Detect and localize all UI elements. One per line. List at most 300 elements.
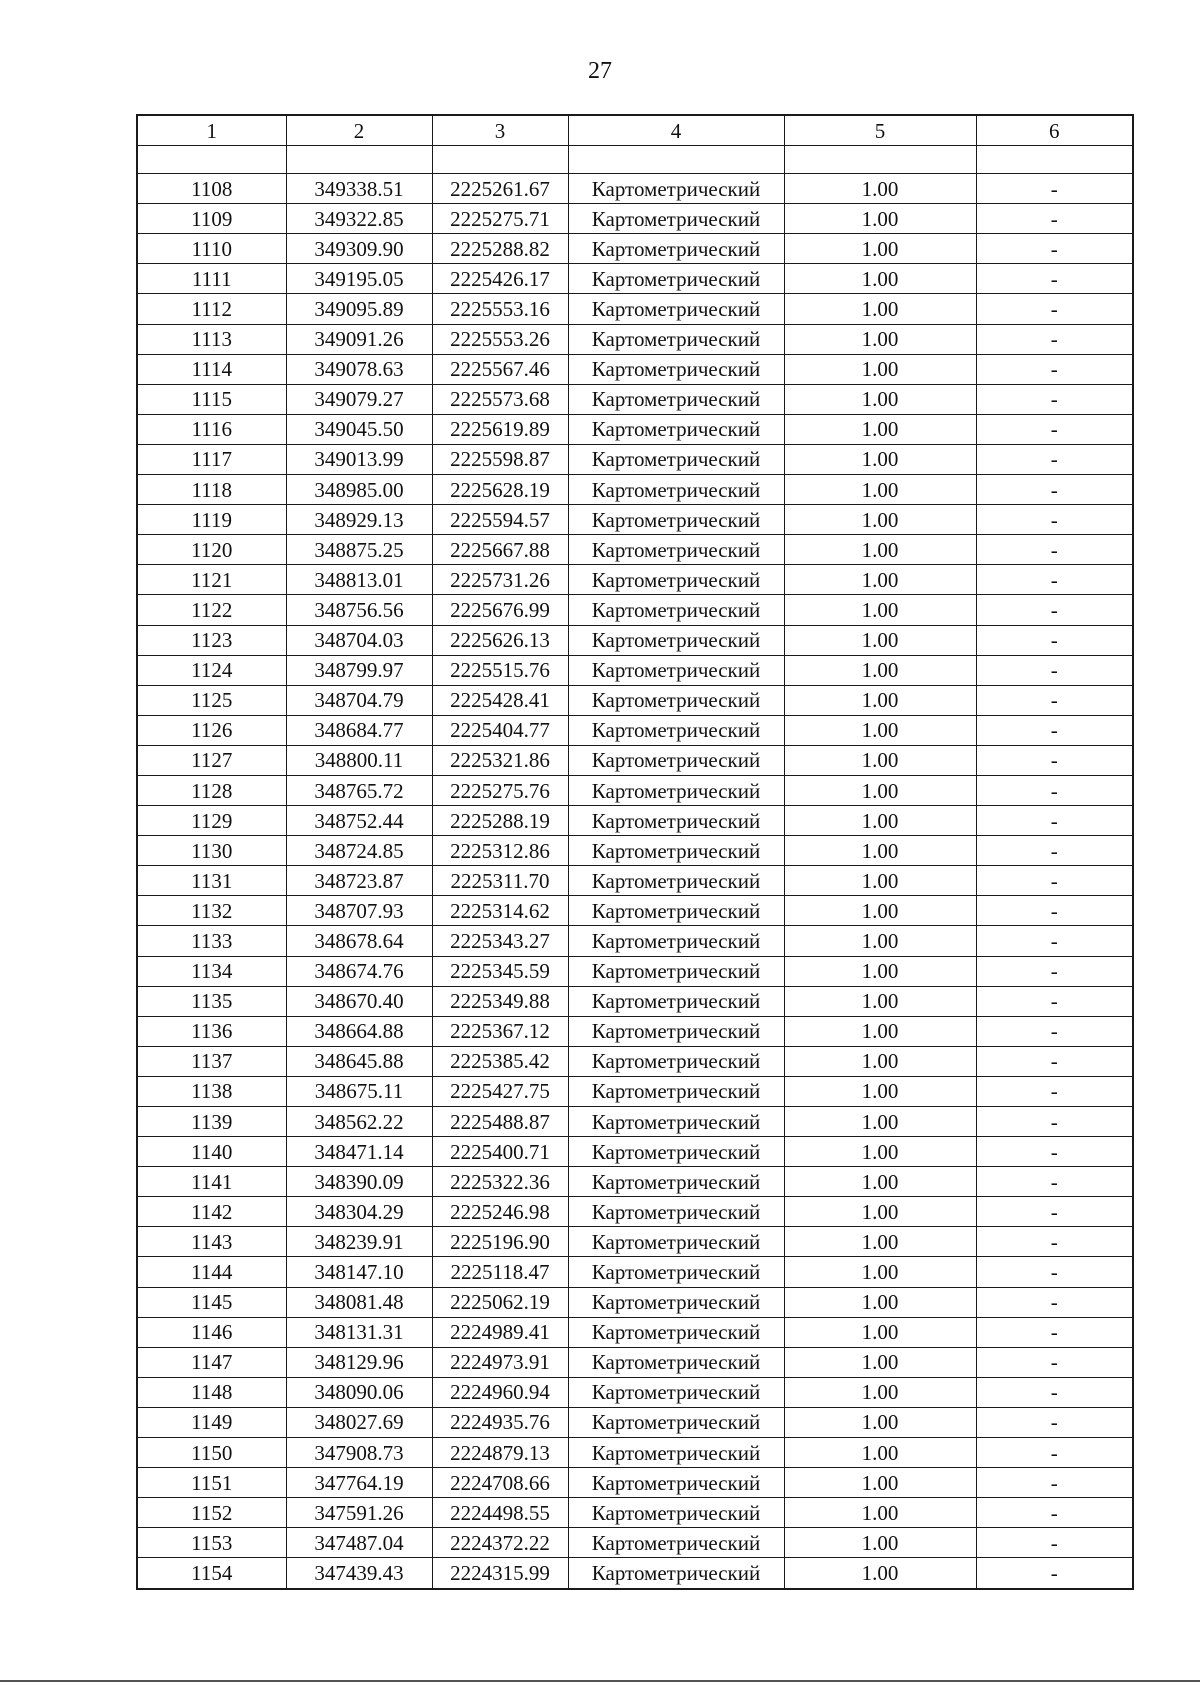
method-cell: Картометрический bbox=[568, 1438, 784, 1468]
table-row bbox=[137, 414, 1133, 444]
y-coordinate-cell: 2224989.41 bbox=[432, 1317, 568, 1347]
table-row bbox=[137, 1076, 1133, 1106]
column-header-3: 3 bbox=[432, 115, 568, 146]
method-cell: Картометрический bbox=[568, 1407, 784, 1437]
point-number-cell: 1147 bbox=[137, 1347, 286, 1377]
table-row bbox=[137, 294, 1133, 324]
table-row bbox=[137, 1046, 1133, 1076]
note-cell: - bbox=[976, 625, 1133, 655]
x-coordinate-cell: 347591.26 bbox=[286, 1498, 432, 1528]
method-cell: Картометрический bbox=[568, 926, 784, 956]
accuracy-cell: 1.00 bbox=[784, 595, 976, 625]
table-row bbox=[137, 1377, 1133, 1407]
point-number-cell: 1124 bbox=[137, 655, 286, 685]
point-number-cell: 1117 bbox=[137, 444, 286, 474]
y-coordinate-cell: 2225667.88 bbox=[432, 535, 568, 565]
table-row bbox=[137, 896, 1133, 926]
point-number-cell: 1140 bbox=[137, 1137, 286, 1167]
note-cell: - bbox=[976, 1347, 1133, 1377]
accuracy-cell: 1.00 bbox=[784, 1468, 976, 1498]
x-coordinate-cell: 348723.87 bbox=[286, 866, 432, 896]
table-row bbox=[137, 1407, 1133, 1437]
accuracy-cell: 1.00 bbox=[784, 715, 976, 745]
accuracy-cell: 1.00 bbox=[784, 625, 976, 655]
method-cell: Картометрический bbox=[568, 1167, 784, 1197]
y-coordinate-cell: 2225322.36 bbox=[432, 1167, 568, 1197]
y-coordinate-cell: 2225118.47 bbox=[432, 1257, 568, 1287]
y-coordinate-cell: 2224960.94 bbox=[432, 1377, 568, 1407]
table-row bbox=[137, 475, 1133, 505]
y-coordinate-cell: 2224708.66 bbox=[432, 1468, 568, 1498]
accuracy-cell: 1.00 bbox=[784, 505, 976, 535]
column-header-4: 4 bbox=[568, 115, 784, 146]
method-cell: Картометрический bbox=[568, 324, 784, 354]
note-cell: - bbox=[976, 745, 1133, 775]
point-number-cell: 1114 bbox=[137, 354, 286, 384]
x-coordinate-cell: 348752.44 bbox=[286, 806, 432, 836]
point-number-cell: 1144 bbox=[137, 1257, 286, 1287]
table-row bbox=[137, 926, 1133, 956]
x-coordinate-cell: 348678.64 bbox=[286, 926, 432, 956]
note-cell: - bbox=[976, 1498, 1133, 1528]
note-cell: - bbox=[976, 595, 1133, 625]
note-cell: - bbox=[976, 1377, 1133, 1407]
table-row bbox=[137, 1016, 1133, 1046]
blank-cell bbox=[286, 146, 432, 174]
point-number-cell: 1110 bbox=[137, 234, 286, 264]
blank-cell bbox=[976, 146, 1133, 174]
note-cell: - bbox=[976, 1227, 1133, 1257]
x-coordinate-cell: 348704.03 bbox=[286, 625, 432, 655]
method-cell: Картометрический bbox=[568, 1016, 784, 1046]
table-row bbox=[137, 1468, 1133, 1498]
y-coordinate-cell: 2225314.62 bbox=[432, 896, 568, 926]
y-coordinate-cell: 2225598.87 bbox=[432, 444, 568, 474]
method-cell: Картометрический bbox=[568, 444, 784, 474]
x-coordinate-cell: 348131.31 bbox=[286, 1317, 432, 1347]
table-row bbox=[137, 264, 1133, 294]
y-coordinate-cell: 2225628.19 bbox=[432, 475, 568, 505]
note-cell: - bbox=[976, 1076, 1133, 1106]
y-coordinate-cell: 2225312.86 bbox=[432, 836, 568, 866]
y-coordinate-cell: 2225288.19 bbox=[432, 806, 568, 836]
accuracy-cell: 1.00 bbox=[784, 1317, 976, 1347]
note-cell: - bbox=[976, 956, 1133, 986]
point-number-cell: 1129 bbox=[137, 806, 286, 836]
note-cell: - bbox=[976, 354, 1133, 384]
point-number-cell: 1108 bbox=[137, 174, 286, 204]
point-number-cell: 1127 bbox=[137, 745, 286, 775]
y-coordinate-cell: 2225311.70 bbox=[432, 866, 568, 896]
accuracy-cell: 1.00 bbox=[784, 1257, 976, 1287]
accuracy-cell: 1.00 bbox=[784, 926, 976, 956]
note-cell: - bbox=[976, 324, 1133, 354]
note-cell: - bbox=[976, 1107, 1133, 1137]
y-coordinate-cell: 2225573.68 bbox=[432, 384, 568, 414]
x-coordinate-cell: 348670.40 bbox=[286, 986, 432, 1016]
y-coordinate-cell: 2225676.99 bbox=[432, 595, 568, 625]
point-number-cell: 1141 bbox=[137, 1167, 286, 1197]
accuracy-cell: 1.00 bbox=[784, 475, 976, 505]
accuracy-cell: 1.00 bbox=[784, 1498, 976, 1528]
method-cell: Картометрический bbox=[568, 775, 784, 805]
y-coordinate-cell: 2225261.67 bbox=[432, 174, 568, 204]
y-coordinate-cell: 2225427.75 bbox=[432, 1076, 568, 1106]
table-row bbox=[137, 204, 1133, 234]
accuracy-cell: 1.00 bbox=[784, 1407, 976, 1437]
x-coordinate-cell: 348471.14 bbox=[286, 1137, 432, 1167]
point-number-cell: 1151 bbox=[137, 1468, 286, 1498]
accuracy-cell: 1.00 bbox=[784, 986, 976, 1016]
table-row bbox=[137, 986, 1133, 1016]
point-number-cell: 1132 bbox=[137, 896, 286, 926]
point-number-cell: 1120 bbox=[137, 535, 286, 565]
method-cell: Картометрический bbox=[568, 414, 784, 444]
accuracy-cell: 1.00 bbox=[784, 414, 976, 444]
point-number-cell: 1130 bbox=[137, 836, 286, 866]
table-row bbox=[137, 174, 1133, 204]
blank-cell bbox=[784, 146, 976, 174]
y-coordinate-cell: 2225275.76 bbox=[432, 775, 568, 805]
note-cell: - bbox=[976, 1167, 1133, 1197]
method-cell: Картометрический bbox=[568, 685, 784, 715]
method-cell: Картометрический bbox=[568, 174, 784, 204]
table-row bbox=[137, 444, 1133, 474]
method-cell: Картометрический bbox=[568, 1076, 784, 1106]
x-coordinate-cell: 348674.76 bbox=[286, 956, 432, 986]
point-number-cell: 1118 bbox=[137, 475, 286, 505]
method-cell: Картометрический bbox=[568, 745, 784, 775]
method-cell: Картометрический bbox=[568, 565, 784, 595]
method-cell: Картометрический bbox=[568, 475, 784, 505]
table-row bbox=[137, 535, 1133, 565]
x-coordinate-cell: 348147.10 bbox=[286, 1257, 432, 1287]
table-row bbox=[137, 956, 1133, 986]
accuracy-cell: 1.00 bbox=[784, 535, 976, 565]
x-coordinate-cell: 349078.63 bbox=[286, 354, 432, 384]
point-number-cell: 1122 bbox=[137, 595, 286, 625]
x-coordinate-cell: 349095.89 bbox=[286, 294, 432, 324]
x-coordinate-cell: 348704.79 bbox=[286, 685, 432, 715]
y-coordinate-cell: 2225428.41 bbox=[432, 685, 568, 715]
note-cell: - bbox=[976, 475, 1133, 505]
note-cell: - bbox=[976, 986, 1133, 1016]
table-row bbox=[137, 866, 1133, 896]
note-cell: - bbox=[976, 1016, 1133, 1046]
x-coordinate-cell: 347764.19 bbox=[286, 1468, 432, 1498]
note-cell: - bbox=[976, 204, 1133, 234]
method-cell: Картометрический bbox=[568, 1377, 784, 1407]
table-row bbox=[137, 1257, 1133, 1287]
y-coordinate-cell: 2225426.17 bbox=[432, 264, 568, 294]
accuracy-cell: 1.00 bbox=[784, 866, 976, 896]
point-number-cell: 1126 bbox=[137, 715, 286, 745]
y-coordinate-cell: 2225062.19 bbox=[432, 1287, 568, 1317]
point-number-cell: 1148 bbox=[137, 1377, 286, 1407]
point-number-cell: 1143 bbox=[137, 1227, 286, 1257]
accuracy-cell: 1.00 bbox=[784, 1528, 976, 1558]
y-coordinate-cell: 2225349.88 bbox=[432, 986, 568, 1016]
point-number-cell: 1142 bbox=[137, 1197, 286, 1227]
table-row bbox=[137, 1347, 1133, 1377]
y-coordinate-cell: 2225385.42 bbox=[432, 1046, 568, 1076]
x-coordinate-cell: 349322.85 bbox=[286, 204, 432, 234]
accuracy-cell: 1.00 bbox=[784, 324, 976, 354]
y-coordinate-cell: 2224372.22 bbox=[432, 1528, 568, 1558]
accuracy-cell: 1.00 bbox=[784, 775, 976, 805]
point-number-cell: 1136 bbox=[137, 1016, 286, 1046]
x-coordinate-cell: 348875.25 bbox=[286, 535, 432, 565]
accuracy-cell: 1.00 bbox=[784, 655, 976, 685]
point-number-cell: 1133 bbox=[137, 926, 286, 956]
table-row bbox=[137, 806, 1133, 836]
x-coordinate-cell: 348724.85 bbox=[286, 836, 432, 866]
accuracy-cell: 1.00 bbox=[784, 896, 976, 926]
point-number-cell: 1134 bbox=[137, 956, 286, 986]
note-cell: - bbox=[976, 1528, 1133, 1558]
accuracy-cell: 1.00 bbox=[784, 1347, 976, 1377]
x-coordinate-cell: 348664.88 bbox=[286, 1016, 432, 1046]
note-cell: - bbox=[976, 1197, 1133, 1227]
y-coordinate-cell: 2224973.91 bbox=[432, 1347, 568, 1377]
point-number-cell: 1125 bbox=[137, 685, 286, 715]
point-number-cell: 1135 bbox=[137, 986, 286, 1016]
note-cell: - bbox=[976, 565, 1133, 595]
y-coordinate-cell: 2225626.13 bbox=[432, 625, 568, 655]
table-row bbox=[137, 1167, 1133, 1197]
method-cell: Картометрический bbox=[568, 1287, 784, 1317]
x-coordinate-cell: 348027.69 bbox=[286, 1407, 432, 1437]
method-cell: Картометрический bbox=[568, 896, 784, 926]
note-cell: - bbox=[976, 414, 1133, 444]
x-coordinate-cell: 348390.09 bbox=[286, 1167, 432, 1197]
x-coordinate-cell: 348985.00 bbox=[286, 475, 432, 505]
table-row bbox=[137, 745, 1133, 775]
point-number-cell: 1138 bbox=[137, 1076, 286, 1106]
accuracy-cell: 1.00 bbox=[784, 1227, 976, 1257]
y-coordinate-cell: 2225731.26 bbox=[432, 565, 568, 595]
x-coordinate-cell: 349338.51 bbox=[286, 174, 432, 204]
x-coordinate-cell: 347908.73 bbox=[286, 1438, 432, 1468]
table-row bbox=[137, 1287, 1133, 1317]
bottom-rule bbox=[0, 1680, 1200, 1682]
note-cell: - bbox=[976, 535, 1133, 565]
accuracy-cell: 1.00 bbox=[784, 1438, 976, 1468]
accuracy-cell: 1.00 bbox=[784, 174, 976, 204]
y-coordinate-cell: 2225246.98 bbox=[432, 1197, 568, 1227]
y-coordinate-cell: 2224935.76 bbox=[432, 1407, 568, 1437]
x-coordinate-cell: 349045.50 bbox=[286, 414, 432, 444]
method-cell: Картометрический bbox=[568, 806, 784, 836]
point-number-cell: 1128 bbox=[137, 775, 286, 805]
method-cell: Картометрический bbox=[568, 264, 784, 294]
column-header-2: 2 bbox=[286, 115, 432, 146]
note-cell: - bbox=[976, 866, 1133, 896]
note-cell: - bbox=[976, 264, 1133, 294]
x-coordinate-cell: 348799.97 bbox=[286, 655, 432, 685]
header-row bbox=[137, 115, 1133, 146]
point-number-cell: 1119 bbox=[137, 505, 286, 535]
note-cell: - bbox=[976, 775, 1133, 805]
table-row bbox=[137, 1528, 1133, 1558]
note-cell: - bbox=[976, 1438, 1133, 1468]
table-row bbox=[137, 565, 1133, 595]
point-number-cell: 1115 bbox=[137, 384, 286, 414]
table-row bbox=[137, 1227, 1133, 1257]
method-cell: Картометрический bbox=[568, 956, 784, 986]
column-header-1: 1 bbox=[137, 115, 286, 146]
method-cell: Картометрический bbox=[568, 1107, 784, 1137]
point-number-cell: 1146 bbox=[137, 1317, 286, 1347]
point-number-cell: 1109 bbox=[137, 204, 286, 234]
y-coordinate-cell: 2224315.99 bbox=[432, 1558, 568, 1589]
y-coordinate-cell: 2224879.13 bbox=[432, 1438, 568, 1468]
x-coordinate-cell: 348562.22 bbox=[286, 1107, 432, 1137]
method-cell: Картометрический bbox=[568, 836, 784, 866]
accuracy-cell: 1.00 bbox=[784, 264, 976, 294]
accuracy-cell: 1.00 bbox=[784, 234, 976, 264]
x-coordinate-cell: 349091.26 bbox=[286, 324, 432, 354]
method-cell: Картометрический bbox=[568, 1257, 784, 1287]
point-number-cell: 1150 bbox=[137, 1438, 286, 1468]
x-coordinate-cell: 348929.13 bbox=[286, 505, 432, 535]
method-cell: Картометрический bbox=[568, 354, 784, 384]
x-coordinate-cell: 348765.72 bbox=[286, 775, 432, 805]
y-coordinate-cell: 2225196.90 bbox=[432, 1227, 568, 1257]
method-cell: Картометрический bbox=[568, 595, 784, 625]
note-cell: - bbox=[976, 384, 1133, 414]
y-coordinate-cell: 2225343.27 bbox=[432, 926, 568, 956]
accuracy-cell: 1.00 bbox=[784, 1046, 976, 1076]
table-row bbox=[137, 655, 1133, 685]
table-row bbox=[137, 836, 1133, 866]
accuracy-cell: 1.00 bbox=[784, 1287, 976, 1317]
method-cell: Картометрический bbox=[568, 505, 784, 535]
note-cell: - bbox=[976, 685, 1133, 715]
point-number-cell: 1139 bbox=[137, 1107, 286, 1137]
accuracy-cell: 1.00 bbox=[784, 1377, 976, 1407]
accuracy-cell: 1.00 bbox=[784, 1197, 976, 1227]
blank-cell bbox=[432, 146, 568, 174]
method-cell: Картометрический bbox=[568, 204, 784, 234]
y-coordinate-cell: 2225275.71 bbox=[432, 204, 568, 234]
x-coordinate-cell: 348129.96 bbox=[286, 1347, 432, 1377]
note-cell: - bbox=[976, 715, 1133, 745]
point-number-cell: 1152 bbox=[137, 1498, 286, 1528]
accuracy-cell: 1.00 bbox=[784, 354, 976, 384]
y-coordinate-cell: 2225321.86 bbox=[432, 745, 568, 775]
column-header-6: 6 bbox=[976, 115, 1133, 146]
y-coordinate-cell: 2225567.46 bbox=[432, 354, 568, 384]
note-cell: - bbox=[976, 1287, 1133, 1317]
y-coordinate-cell: 2225404.77 bbox=[432, 715, 568, 745]
accuracy-cell: 1.00 bbox=[784, 1107, 976, 1137]
y-coordinate-cell: 2224498.55 bbox=[432, 1498, 568, 1528]
y-coordinate-cell: 2225367.12 bbox=[432, 1016, 568, 1046]
x-coordinate-cell: 348090.06 bbox=[286, 1377, 432, 1407]
x-coordinate-cell: 348675.11 bbox=[286, 1076, 432, 1106]
method-cell: Картометрический bbox=[568, 1528, 784, 1558]
table-row bbox=[137, 595, 1133, 625]
y-coordinate-cell: 2225553.26 bbox=[432, 324, 568, 354]
y-coordinate-cell: 2225553.16 bbox=[432, 294, 568, 324]
method-cell: Картометрический bbox=[568, 715, 784, 745]
note-cell: - bbox=[976, 505, 1133, 535]
table-row bbox=[137, 384, 1133, 414]
blank-cell bbox=[568, 146, 784, 174]
table-row bbox=[137, 715, 1133, 745]
x-coordinate-cell: 349309.90 bbox=[286, 234, 432, 264]
accuracy-cell: 1.00 bbox=[784, 384, 976, 414]
note-cell: - bbox=[976, 1257, 1133, 1287]
table-row bbox=[137, 505, 1133, 535]
point-number-cell: 1154 bbox=[137, 1558, 286, 1589]
coordinates-table bbox=[136, 114, 1134, 1590]
table-row bbox=[137, 1197, 1133, 1227]
y-coordinate-cell: 2225345.59 bbox=[432, 956, 568, 986]
x-coordinate-cell: 349079.27 bbox=[286, 384, 432, 414]
table-row bbox=[137, 354, 1133, 384]
table-row bbox=[137, 685, 1133, 715]
x-coordinate-cell: 348813.01 bbox=[286, 565, 432, 595]
note-cell: - bbox=[976, 234, 1133, 264]
method-cell: Картометрический bbox=[568, 234, 784, 264]
method-cell: Картометрический bbox=[568, 384, 784, 414]
point-number-cell: 1145 bbox=[137, 1287, 286, 1317]
note-cell: - bbox=[976, 1046, 1133, 1076]
x-coordinate-cell: 348684.77 bbox=[286, 715, 432, 745]
point-number-cell: 1131 bbox=[137, 866, 286, 896]
point-number-cell: 1123 bbox=[137, 625, 286, 655]
x-coordinate-cell: 347439.43 bbox=[286, 1558, 432, 1589]
method-cell: Картометрический bbox=[568, 625, 784, 655]
table-row bbox=[137, 1137, 1133, 1167]
note-cell: - bbox=[976, 294, 1133, 324]
accuracy-cell: 1.00 bbox=[784, 204, 976, 234]
table-row bbox=[137, 1107, 1133, 1137]
x-coordinate-cell: 348707.93 bbox=[286, 896, 432, 926]
table-row bbox=[137, 1317, 1133, 1347]
table-row bbox=[137, 775, 1133, 805]
method-cell: Картометрический bbox=[568, 1137, 784, 1167]
method-cell: Картометрический bbox=[568, 1197, 784, 1227]
note-cell: - bbox=[976, 806, 1133, 836]
point-number-cell: 1111 bbox=[137, 264, 286, 294]
note-cell: - bbox=[976, 655, 1133, 685]
point-number-cell: 1153 bbox=[137, 1528, 286, 1558]
note-cell: - bbox=[976, 1137, 1133, 1167]
x-coordinate-cell: 348645.88 bbox=[286, 1046, 432, 1076]
method-cell: Картометрический bbox=[568, 1498, 784, 1528]
point-number-cell: 1137 bbox=[137, 1046, 286, 1076]
blank-cell bbox=[137, 146, 286, 174]
point-number-cell: 1121 bbox=[137, 565, 286, 595]
y-coordinate-cell: 2225400.71 bbox=[432, 1137, 568, 1167]
table-row bbox=[137, 234, 1133, 264]
accuracy-cell: 1.00 bbox=[784, 956, 976, 986]
accuracy-cell: 1.00 bbox=[784, 1167, 976, 1197]
accuracy-cell: 1.00 bbox=[784, 444, 976, 474]
note-cell: - bbox=[976, 926, 1133, 956]
x-coordinate-cell: 349013.99 bbox=[286, 444, 432, 474]
method-cell: Картометрический bbox=[568, 294, 784, 324]
blank-row bbox=[137, 146, 1133, 174]
y-coordinate-cell: 2225594.57 bbox=[432, 505, 568, 535]
method-cell: Картометрический bbox=[568, 1317, 784, 1347]
note-cell: - bbox=[976, 836, 1133, 866]
note-cell: - bbox=[976, 174, 1133, 204]
y-coordinate-cell: 2225488.87 bbox=[432, 1107, 568, 1137]
